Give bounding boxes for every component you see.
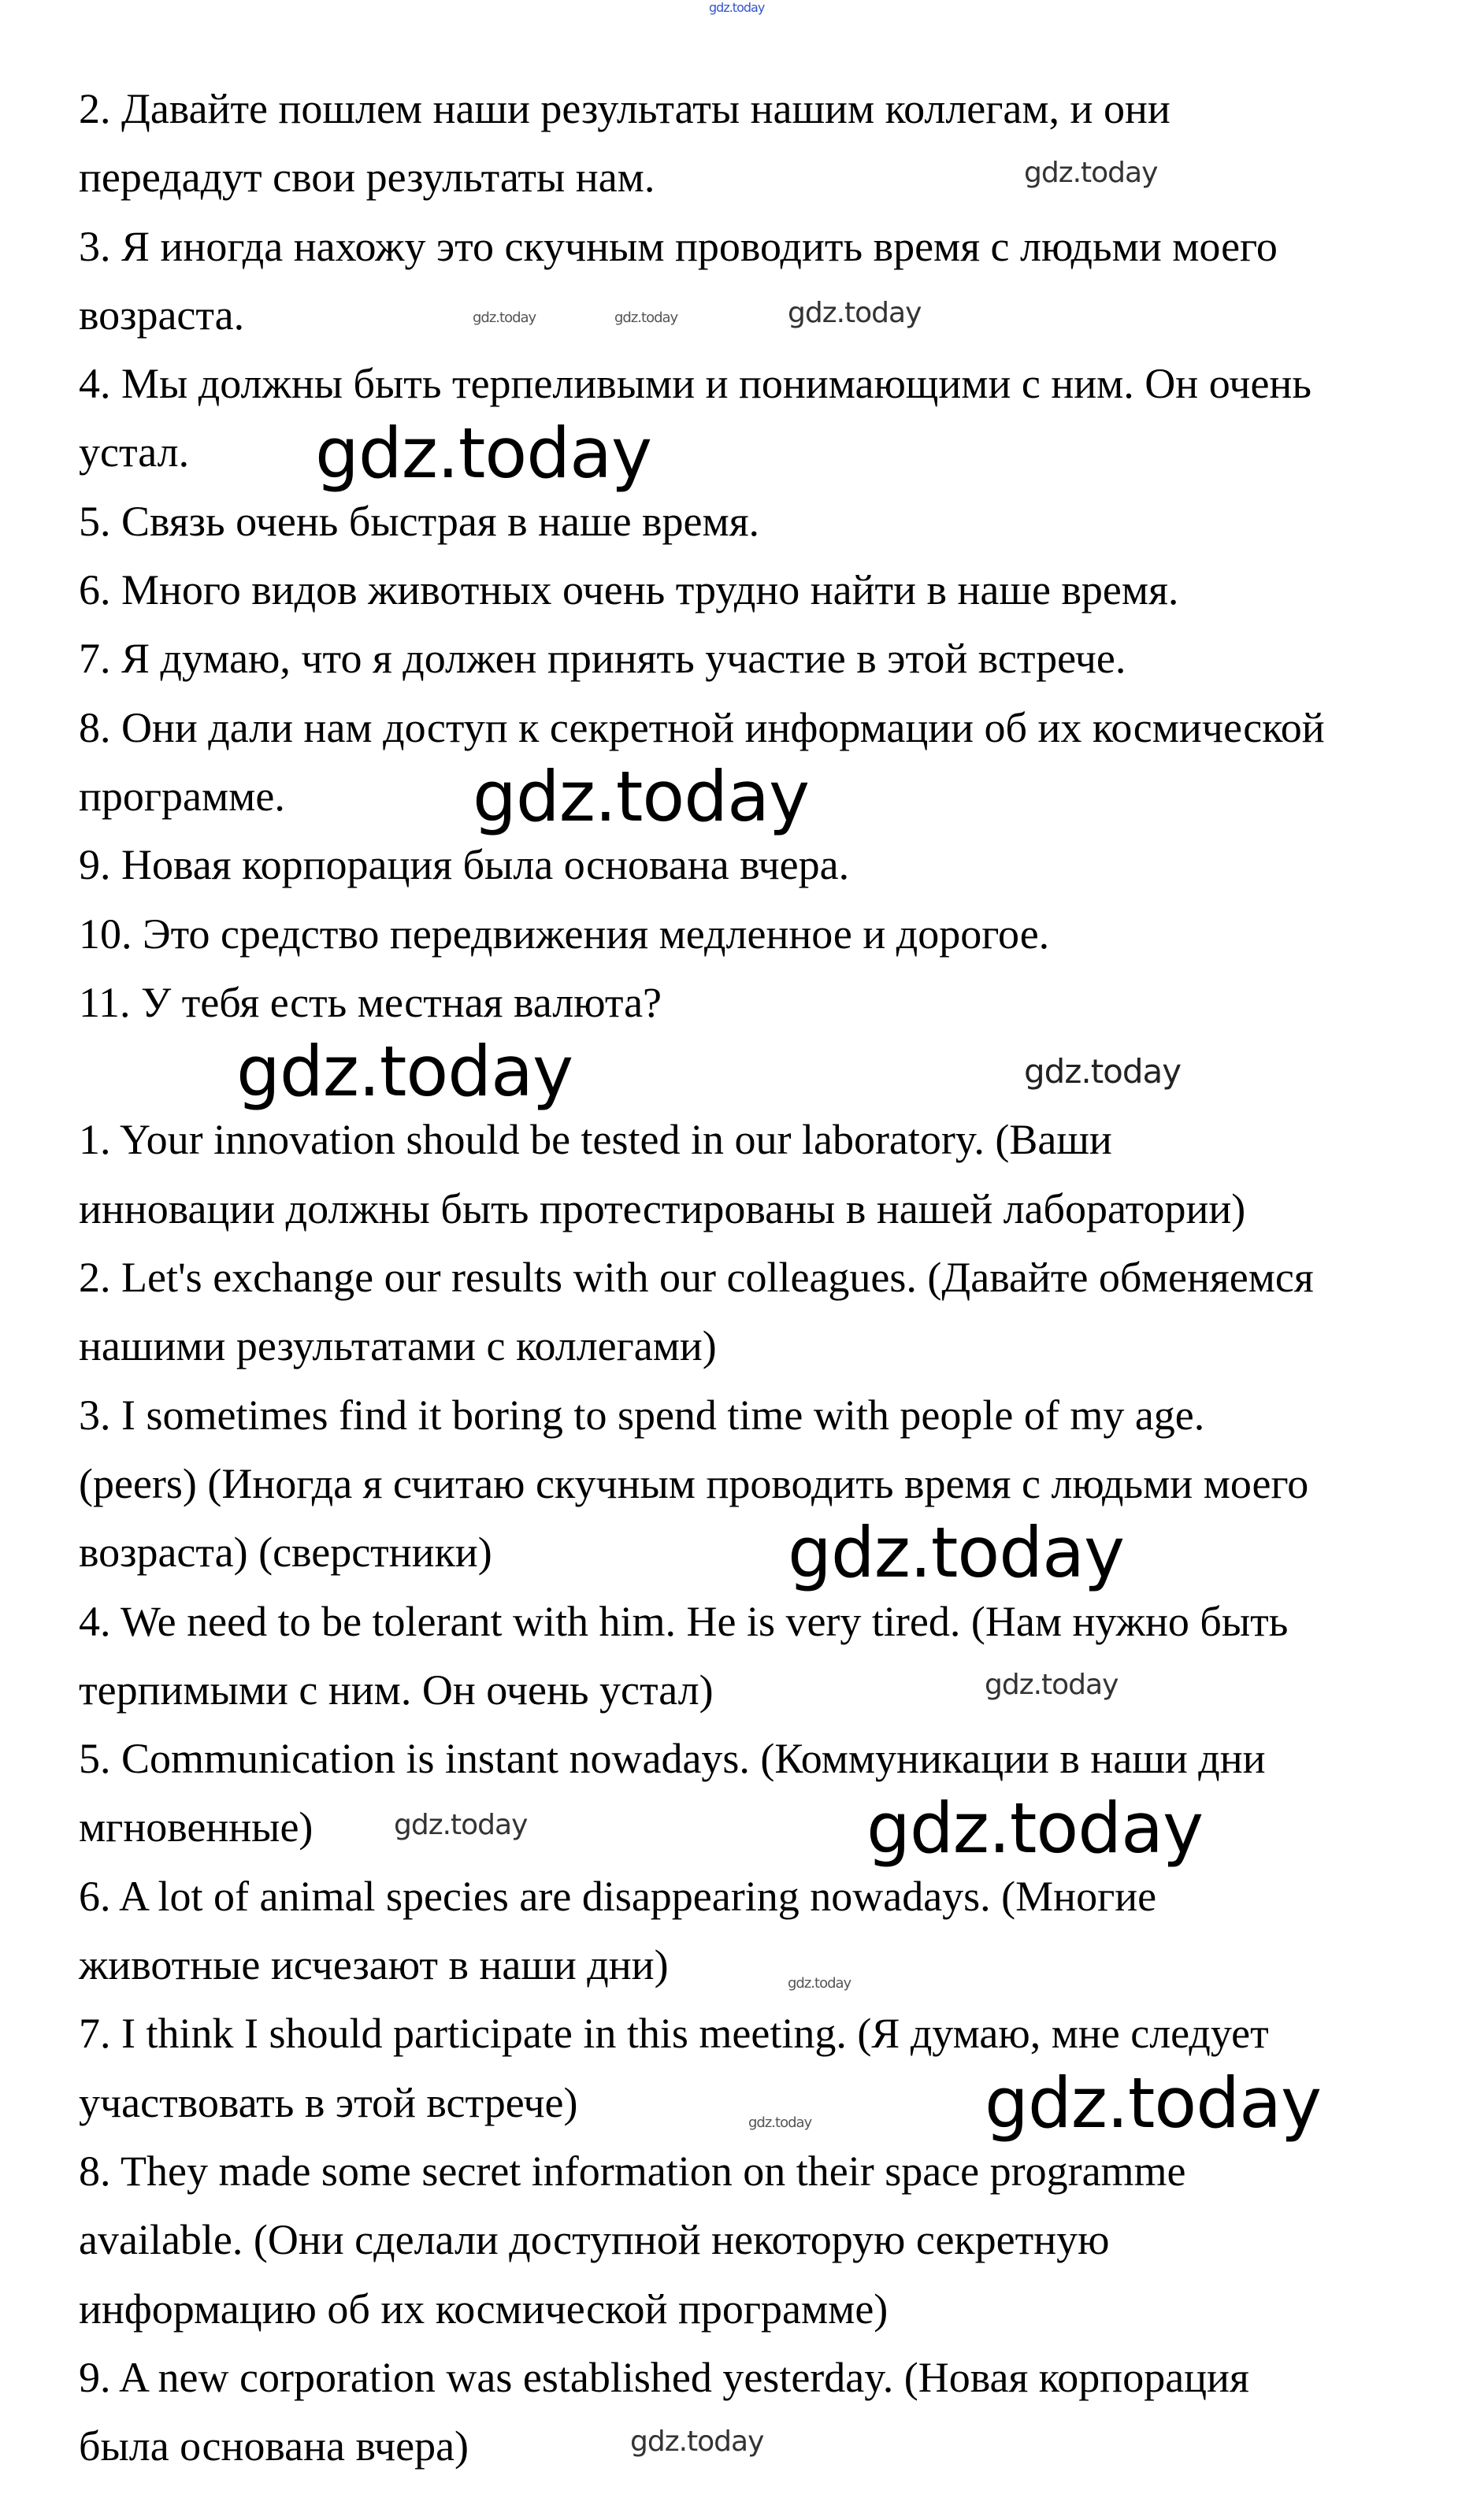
text-line: (peers) (Иногда я считаю скучным проводить время с людьми моего xyxy=(79,1459,1309,1507)
text-line: программе. xyxy=(79,772,285,820)
watermark: gdz.today xyxy=(985,1669,1119,1701)
text-line: возраста) (сверстники) xyxy=(79,1529,492,1577)
watermark: gdz.today xyxy=(788,297,922,329)
watermark: gdz.today xyxy=(1024,1052,1182,1091)
text-line: available. (Они сделали доступной некоторую секретную xyxy=(79,2216,1110,2264)
watermark: gdz.today xyxy=(788,1512,1125,1593)
text-line: 9. Новая корпорация была основана вчера. xyxy=(79,841,850,889)
text-line: 2. Let's exchange our results with our colleagues. (Давайте обменяемся xyxy=(79,1254,1314,1302)
text-line: 7. I think I should participate in this meeting. (Я думаю, мне следует xyxy=(79,2010,1269,2058)
text-line: 1. Your innovation should be tested in our laboratory. (Ваши xyxy=(79,1116,1112,1164)
text-line: 6. Много видов животных очень трудно найти в наше время. xyxy=(79,566,1179,614)
text-line: нашими результатами с коллегами) xyxy=(79,1322,717,1370)
russian-translations-section xyxy=(79,75,1468,1037)
text-line: животные исчезают в наши дни) xyxy=(79,1941,669,1989)
text-line: инновации должны быть протестированы в нашей лаборатории) xyxy=(79,1184,1246,1232)
text-line: 3. I sometimes find it boring to spend time with people of my age. xyxy=(79,1391,1205,1439)
english-answers-section xyxy=(79,1106,1468,2481)
text-line: передадут свои результаты нам. xyxy=(79,154,655,202)
watermark: gdz.today xyxy=(236,1031,573,1112)
watermark: gdz.today xyxy=(985,2062,1322,2144)
text-line: была основана вчера) xyxy=(79,2422,469,2470)
watermark: gdz.today xyxy=(788,1975,851,1992)
text-line: 6. A lot of animal species are disappearing nowadays. (Многие xyxy=(79,1872,1157,1920)
text-line: 3. Я иногда нахожу это скучным проводить время с людьми моего xyxy=(79,222,1278,270)
watermark: gdz.today xyxy=(473,756,810,837)
watermark: gdz.today xyxy=(1024,157,1158,189)
watermark: gdz.today xyxy=(315,413,652,494)
text-line: 7. Я думаю, что я должен принять участие в этой встрече. xyxy=(79,635,1126,683)
section-gap xyxy=(79,1037,87,1106)
watermark: gdz.today xyxy=(709,0,765,15)
text-line: 5. Communication is instant nowadays. (Коммуникации в наши дни xyxy=(79,1735,1266,1783)
text-line: 9. A new corporation was established yesterday. (Новая корпорация xyxy=(79,2353,1249,2401)
watermark: gdz.today xyxy=(748,2114,812,2131)
text-line: возраста. xyxy=(79,291,245,339)
text-line: терпимыми с ним. Он очень устал) xyxy=(79,1666,714,1714)
text-line: 8. Они дали нам доступ к секретной информации об их космической xyxy=(79,703,1325,751)
text-line: мгновенные) xyxy=(79,1803,313,1851)
watermark: gdz.today xyxy=(866,1788,1204,1869)
watermark: gdz.today xyxy=(394,1809,528,1841)
text-line: 2. Давайте пошлем наши результаты нашим коллегам, и они xyxy=(79,85,1171,132)
watermark: gdz.today xyxy=(614,309,678,326)
text-line: участвовать в этой встрече) xyxy=(79,2078,578,2126)
watermark: gdz.today xyxy=(473,309,536,326)
text-line: 8. They made some secret information on their space programme xyxy=(79,2147,1186,2195)
text-line: 4. We need to be tolerant with him. He is very tired. (Нам нужно быть xyxy=(79,1597,1289,1645)
watermark: gdz.today xyxy=(630,2426,764,2458)
text-line: информацию об их космической программе) xyxy=(79,2285,889,2333)
text-line: 10. Это средство передвижения медленное и дорогое. xyxy=(79,910,1050,958)
text-line: устал. xyxy=(79,428,190,476)
text-line: 4. Мы должны быть терпеливыми и понимающими с ним. Он очень xyxy=(79,360,1311,408)
text-line: 11. У тебя есть местная валюта? xyxy=(79,978,662,1026)
text-line: 5. Связь очень быстрая в наше время. xyxy=(79,497,760,545)
